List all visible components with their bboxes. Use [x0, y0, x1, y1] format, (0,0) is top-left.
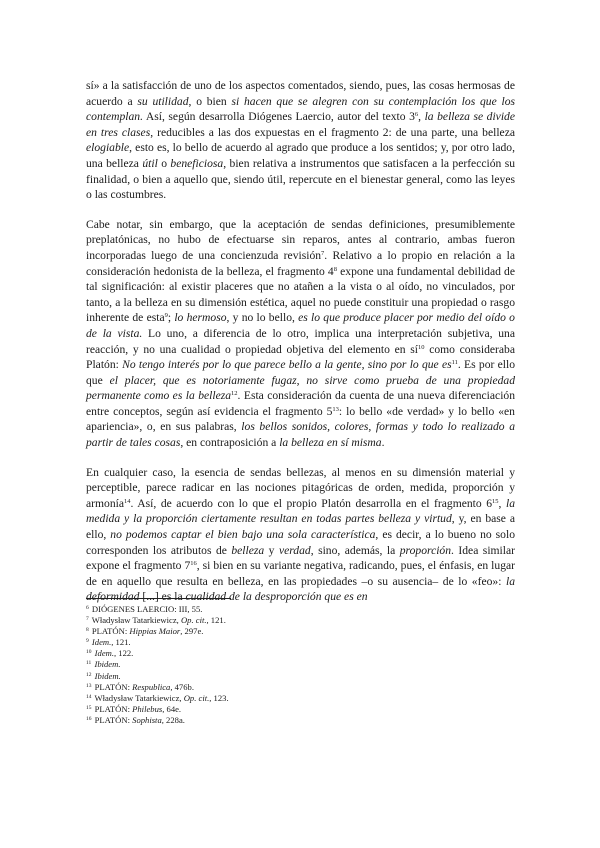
text-run: expone una fundamental debilidad de tal significación: al existir placeres que no atañen a la vista o al oído, no vinculados, por tanto, a la belleza en su dimensión estética, aquel no puede constituir una propiedad o rasgo inherente de esta	[86, 264, 515, 325]
text-run: : lo bello «de verdad» y lo bello «en apariencia», o, en sus palabras,	[86, 404, 515, 434]
footnote-ref: 14	[124, 497, 131, 505]
italic-text: belleza	[231, 543, 265, 557]
footnote-text	[93, 682, 194, 692]
italic-text: Ibidem.	[94, 659, 121, 670]
text-run: Cabe notar, sin embargo, que la aceptación de sendas definiciones, presumiblemente preplatónicas, no hubo de efectuarse sin reparos, antes al contrario, ambas fueron incorporadas luego de una concienzuda revisión	[86, 217, 515, 262]
text-run: , y no lo bello,	[226, 311, 299, 325]
footnote-ref: 16	[190, 560, 197, 568]
footnote-number: 12	[86, 671, 92, 678]
italic-text: verdad	[278, 543, 311, 557]
text-run: sí» a la satisfacción de uno de los aspectos comentados, siendo, pues, las cosas hermosas de acuerdo a	[86, 79, 515, 108]
text-run: Władysław Tatarkiewicz,	[89, 615, 181, 626]
italic-text: la deformidad	[86, 574, 515, 604]
text-run: como consideraba Platón:	[86, 342, 516, 372]
italic-text: Idem.	[91, 637, 112, 648]
italic-text: elogiable	[86, 141, 130, 155]
text-run: , si bien en su variante negativa, radicando, pues, el énfasis, en lugar de en aquello que resulta en belleza, en las propiedades –o su ausencia– de lo «feo»:	[86, 559, 515, 588]
text-run: Lo uno, a diferencia de lo otro, implica una interpretación subjetiva, una reacción, y no una cualidad o propiedad objetiva del elemento en sí	[86, 326, 515, 356]
footnote-ref: 12	[231, 390, 238, 398]
footnote-text	[92, 659, 120, 669]
text-run: ;	[167, 311, 175, 325]
footnote-number: 8	[86, 627, 89, 634]
footnote-text	[93, 704, 182, 714]
italic-text: es lo que produce placer por medio del oído o de la vista.	[86, 311, 515, 340]
footnote	[86, 682, 515, 693]
footnote-text	[93, 693, 229, 703]
italic-text: Respublica	[132, 681, 171, 692]
text-run: [...] es la	[139, 590, 186, 604]
footnote	[86, 648, 515, 659]
italic-text: Op. cit.	[183, 692, 210, 703]
text-run: PLATÓN:	[92, 703, 133, 714]
italic-text: No tengo interés por lo que parece bello a la gente, sino por lo que es	[122, 358, 452, 372]
page-body	[86, 78, 515, 619]
text-run: ,	[418, 110, 425, 124]
text-run: , 228a.	[161, 714, 185, 725]
footnote-text	[90, 637, 131, 647]
italic-text: Ibidem.	[94, 670, 121, 681]
footnote-number: 11	[86, 660, 92, 667]
footnote-text	[90, 604, 203, 614]
text-run: , es decir, a lo bueno no solo corresponden los atributos de	[86, 528, 515, 557]
text-run: PLATÓN:	[92, 681, 133, 692]
footnote-text	[90, 615, 226, 625]
body-paragraph	[86, 78, 515, 203]
footnote-separator	[86, 598, 231, 599]
footnote-ref: 6	[414, 111, 419, 119]
italic-text: no podemos captar el bien bajo una sola característica	[110, 528, 376, 542]
footnote-number: 16	[86, 715, 92, 722]
body-paragraph	[86, 217, 515, 451]
text-run: , y, en base a ello,	[86, 512, 516, 542]
text-run: o	[157, 156, 171, 170]
text-run: , 121.	[111, 637, 131, 648]
italic-text: los bellos sonidos, colores, formas y todo lo realizado a partir de tales cosas	[86, 420, 515, 450]
text-run: y	[264, 543, 279, 557]
footnote-number: 7	[86, 616, 89, 623]
footnote-text	[93, 671, 121, 681]
italic-text: su utilidad	[137, 94, 189, 108]
italic-text: Hippias Maior	[129, 626, 181, 637]
footnote-ref: 11	[451, 359, 458, 367]
text-run: . Relativo a lo propio en relación a la consideración hedonista de la belleza, el fragmento 4	[86, 248, 515, 278]
footnote-number: 13	[86, 682, 92, 689]
footnote	[86, 704, 515, 715]
italic-text: la belleza en sí misma	[279, 436, 382, 450]
italic-text: lo hermoso	[174, 311, 227, 325]
italic-text: Sophista	[132, 714, 162, 725]
text-run: PLATÓN:	[92, 714, 133, 725]
footnotes	[86, 604, 515, 726]
footnote-number: 14	[86, 693, 92, 700]
text-run: .	[381, 436, 385, 450]
text-run: , en contraposición a	[180, 436, 280, 450]
text-run: PLATÓN:	[89, 626, 130, 637]
footnote-number: 6	[86, 605, 89, 611]
text-run: . Es por ello que	[86, 358, 515, 387]
footnote-ref: 9	[164, 312, 168, 320]
text-run: , 121.	[206, 615, 226, 626]
footnote-ref: 7	[321, 249, 325, 257]
text-run: Así, según desarrolla Diógenes Laercio, autor del texto 3	[143, 110, 415, 124]
text-run: , o bien	[188, 94, 232, 108]
footnote	[86, 715, 515, 726]
footnote-ref: 13	[332, 405, 339, 413]
text-run: . Así, de acuerdo con lo que el propio Platón desarrolla en el fragmento 6	[130, 496, 493, 510]
text-run: DIÓGENES LAERCIO: III, 55.	[89, 604, 203, 614]
text-run: . Esta consideración da cuenta de una nueva diferenciación entre conceptos, según así evidencia el fragmento 5	[86, 389, 516, 418]
footnote	[86, 637, 515, 648]
footnote	[86, 604, 515, 615]
text-run: , 476b.	[170, 681, 194, 692]
italic-text: beneficiosa	[170, 156, 224, 170]
text-run: , 123.	[209, 692, 229, 703]
text-run: Władysław Tatarkiewicz,	[92, 692, 184, 703]
footnote	[86, 671, 515, 682]
footnote-text	[90, 626, 204, 636]
footnote-number: 10	[86, 649, 92, 656]
footnote-ref: 10	[418, 343, 425, 351]
footnote	[86, 693, 515, 704]
text-run: . Idea similar expone el fragmento 7	[86, 543, 516, 573]
text-run: , 297e.	[180, 626, 204, 637]
text-run: , bien relativa a instrumentos que satisfacen a la perfección su finalidad, o bien a aquello que, siendo útil, repercute en el bienestar general, como las leyes o las costumbres.	[86, 156, 516, 202]
italic-text: proporción	[399, 543, 452, 557]
italic-text: si hacen que se alegren con su contemplación los que los contemplan.	[86, 94, 516, 124]
text-run: , sino, además, la	[310, 543, 400, 557]
italic-text: Op. cit.	[180, 615, 207, 626]
body-paragraph	[86, 465, 515, 605]
italic-text: cualidad de la desproporción que es en	[185, 590, 368, 604]
footnote-number: 9	[86, 638, 89, 645]
italic-text: Idem.	[94, 648, 114, 659]
italic-text: útil	[142, 156, 158, 170]
text-run: , esto es, lo bello de acuerdo al agrado que produce a los sentidos; y, por otro lado, una belleza	[86, 141, 515, 170]
footnote-ref: 8	[333, 265, 337, 273]
text-run: En cualquier caso, la esencia de sendas bellezas, al menos en su dimensión material y perceptible, parece radicar en las nociones pitagóricas de orden, medida, proporción y armonía	[86, 465, 515, 510]
text-run: ,	[498, 496, 506, 510]
text-run: , reducibles a las dos expuestas en el fragmento 2: de una parte, una belleza	[150, 125, 515, 139]
footnote	[86, 659, 515, 670]
footnote-ref: 15	[492, 497, 499, 505]
italic-text: el placer, que es notoriamente fugaz, no sirve como prueba de una propiedad permanente como es la belleza	[86, 373, 516, 403]
text-run: , 64e.	[162, 703, 182, 714]
italic-text: la belleza se divide en tres clases	[86, 110, 515, 139]
footnote-text	[93, 715, 185, 725]
italic-text: Philebus	[132, 703, 163, 714]
footnote-text	[93, 648, 134, 658]
footnote	[86, 615, 515, 626]
footnote	[86, 626, 515, 637]
footnote-number: 15	[86, 704, 92, 711]
italic-text: la medida y la proporción ciertamente resultan en todas partes belleza y virtud	[86, 496, 515, 526]
text-run: , 122.	[113, 648, 134, 659]
